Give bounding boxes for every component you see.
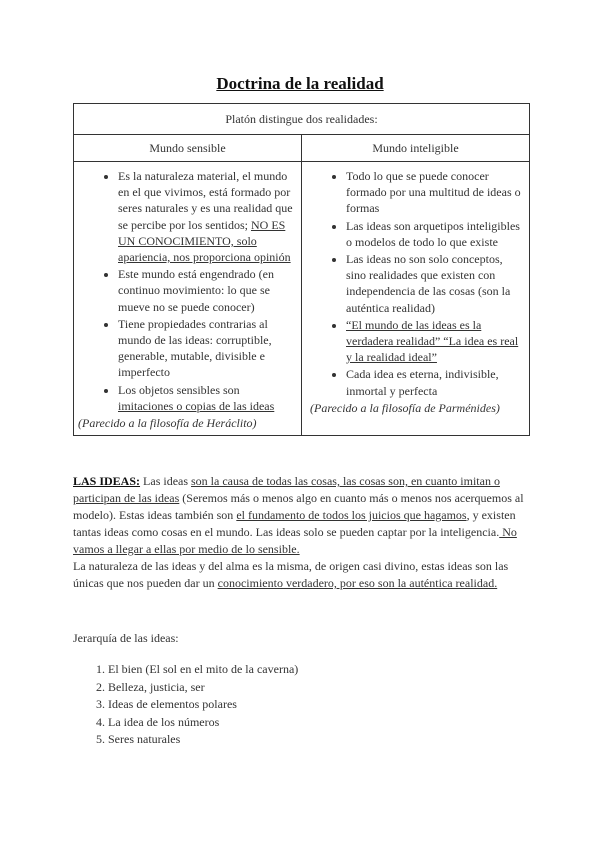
list-item: 4. La idea de los números — [108, 714, 298, 732]
realities-table — [73, 103, 530, 436]
ideas-section — [73, 473, 533, 592]
list-item: • Este mundo está engendrado (en continuo movimiento: lo que se mueve no se puede conocer) — [118, 266, 297, 315]
list-item: 1. El bien (El sol en el mito de la caverna) — [108, 661, 298, 679]
list-item: • Tiene propiedades contrarias al mundo de las ideas: corruptible, generable, mutable, divisible e imperfecto — [118, 316, 297, 381]
list-item: • Los objetos sensibles son imitaciones o copias de las ideas — [118, 382, 297, 414]
hierarchy-heading: Jerarquía de las ideas: — [73, 631, 179, 645]
sensible-heading: Mundo sensible — [74, 135, 302, 162]
list-item: • Todo lo que se puede conocer formado por una multitud de ideas o formas — [346, 168, 525, 217]
sensible-list — [80, 168, 297, 414]
list-item: 5. Seres naturales — [108, 731, 298, 749]
parmenides-note: (Parecido a la filosofía de Parménides) — [310, 400, 500, 415]
ideas-paragraph-2: La naturaleza de las ideas y del alma es la misma, de origen casi divino, estas ideas son las únicas que nos pueden dar un conocimiento verdadero, por eso son la auténtica realidad. — [73, 559, 509, 590]
list-item: • Las ideas son arquetipos inteligibles o modelos de todo lo que existe — [346, 218, 525, 250]
table-header: Platón distingue dos realidades: — [74, 104, 530, 135]
hierarchy-list — [73, 661, 298, 749]
list-item: 2. Belleza, justicia, ser — [108, 679, 298, 697]
page-title: Doctrina de la realidad — [216, 74, 384, 93]
list-item: • Es la naturaleza material, el mundo en el que vivimos, está formado por seres naturales y es una realidad que se percibe por los sentidos; NO ES UN CONOCIMIENTO, solo apariencia, nos proporciona opinión — [118, 168, 297, 265]
intelligible-list — [308, 168, 525, 399]
list-item: • Cada idea es eterna, indivisible, inmortal y perfecta — [346, 366, 525, 398]
intelligible-cell — [302, 162, 530, 436]
list-item: • “El mundo de las ideas es la verdadera realidad” “La idea es real y la realidad ideal” — [346, 317, 525, 366]
heraclitus-note: (Parecido a la filosofía de Heráclito) — [78, 416, 257, 431]
ideas-label: LAS IDEAS: — [73, 474, 141, 488]
list-item: • Las ideas no son solo conceptos, sino realidades que existen con independencia de las cosas (son la auténtica realidad) — [346, 251, 525, 316]
list-item: 3. Ideas de elementos polares — [108, 696, 298, 714]
sensible-cell — [74, 162, 302, 436]
intelligible-heading: Mundo inteligible — [302, 135, 530, 162]
ideas-paragraph: LAS IDEAS: Las ideas son la causa de todas las cosas, las cosas son, en cuanto imitan o participan de las ideas (Seremos más o menos algo en cuanto más o menos nos acerquemos al modelo). Estas ideas también son el fundamento de todos los juicios que hagamos, y existen tantas ideas como cosas en el mundo. Las ideas solo se pueden captar por la inteligencia. No vamos a llegar a ellas por medio de lo sensible. — [73, 474, 524, 556]
